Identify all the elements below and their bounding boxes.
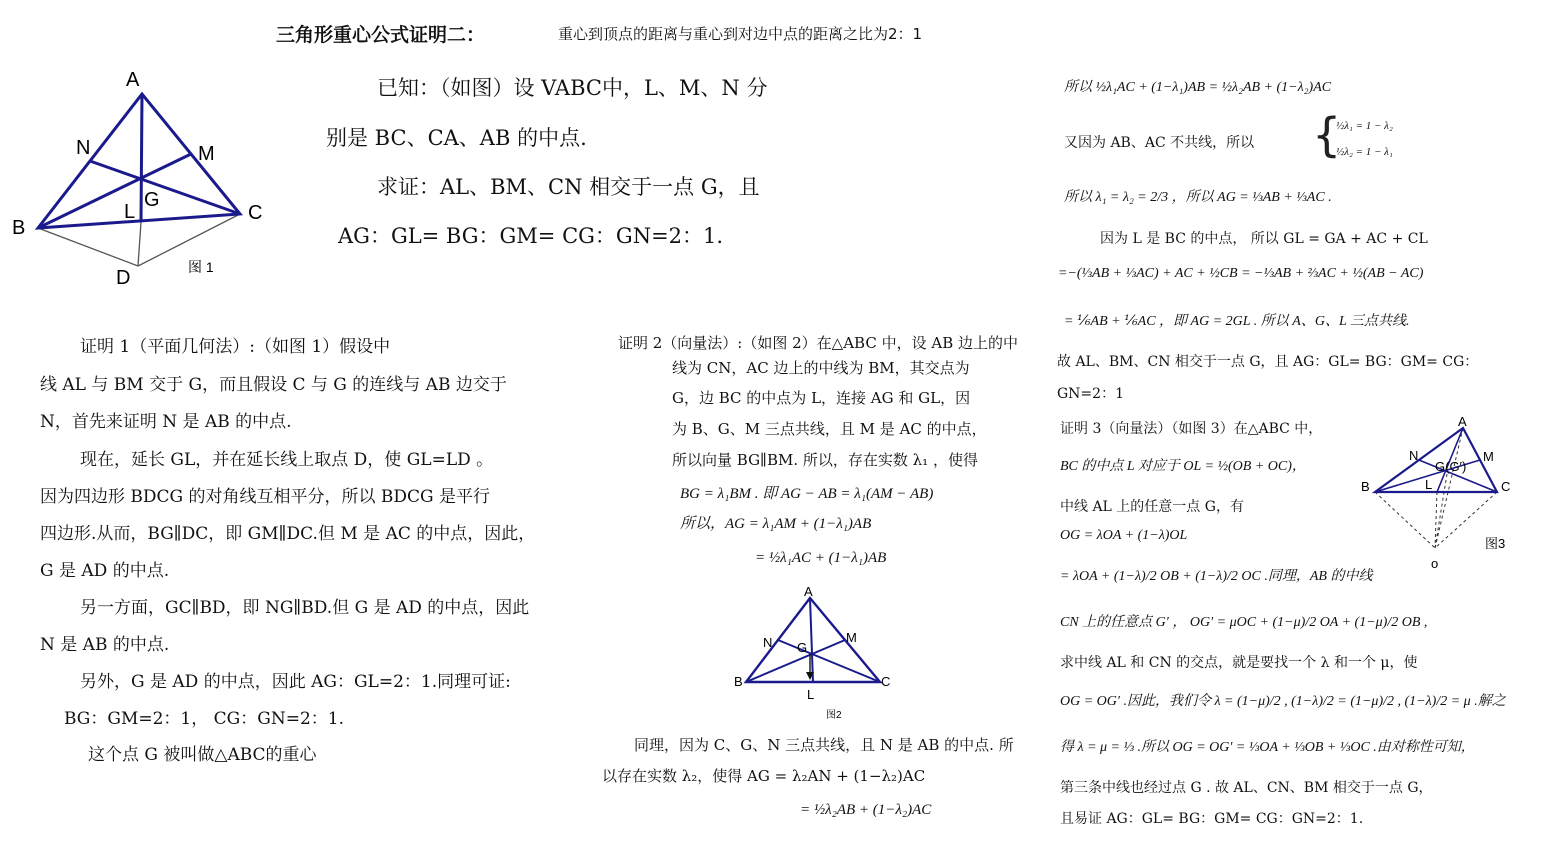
page-title: 三角形重心公式证明二：: [276, 24, 486, 46]
fig1-caption: 图 1: [188, 259, 214, 275]
fig2-label-l: L: [807, 687, 815, 702]
given-line-2: 别是 BC、CA、AB 的中点.: [326, 126, 587, 150]
page-subtitle: 重心到顶点的距离与重心到对边中点的距离之比为2：1: [558, 25, 923, 43]
proof2-cont-system-2: ½λ₂ = 1 − λ₁: [1336, 146, 1393, 158]
fig3-label-a: A: [1458, 414, 1467, 429]
proof1-line-1: 证明 1（平面几何法）:（如图 1）假设中: [80, 337, 391, 357]
figure-3: [1355, 416, 1535, 576]
proof2-cont-line-6: = ⅙AB + ⅙AC ，即 AG = 2GL . 所以 A、G、L 三点共线.: [1064, 314, 1410, 329]
proof2-cont-line-5: =−(⅓AB + ⅓AC) + AC + ½CB = −⅓AB + ⅔AC + ½(AB − AC): [1058, 266, 1424, 281]
proof3-line-8: OG = OG′ .因此，我们令 λ = (1−μ)/2 , (1−λ)/2 = (1−μ)/2 , (1−λ)/2 = μ .解之: [1060, 694, 1506, 709]
given-line-1: 已知：（如图）设 VABC中，L、M、N 分: [377, 76, 768, 100]
fig3-label-c: C: [1501, 479, 1511, 494]
fig3-label-n: N: [1409, 448, 1419, 463]
given-line-3: 求证：AL、BM、CN 相交于一点 G，且: [377, 175, 760, 199]
fig1-label-d: D: [116, 267, 131, 289]
proof3-line-9: 得 λ = μ = ⅓ .所以 OG = OG′ = ⅓OA + ⅓OB + ⅓OC .由对称性可知，: [1060, 740, 1475, 755]
proof2-cont-line-1: 所以 ½λ₁AC + (1−λ₁)AB = ½λ₂AB + (1−λ₂)AC: [1064, 80, 1332, 95]
proof2-line-8: = ½λ₁AC + (1−λ₁)AB: [755, 550, 887, 566]
proof2-line-10: 以存在实数 λ₂，使得 AG = λ₂AN + (1−λ₂)AC: [602, 767, 926, 785]
proof2-cont-line-4: 因为 L 是 BC 的中点， 所以 GL = GA + AC + CL: [1100, 231, 1428, 247]
fig2-label-a: A: [804, 584, 813, 599]
proof3-line-10: 第三条中线也经过点 G . 故 AL、CN、BM 相交于一点 G，: [1060, 780, 1433, 796]
fig3-label-l: L: [1425, 477, 1433, 492]
fig2-label-m: M: [846, 630, 857, 645]
fig2-label-c: C: [881, 674, 891, 689]
fig1-label-b: B: [12, 217, 26, 239]
fig2-label-n: N: [763, 635, 773, 650]
proof2-cont-brace: {: [1312, 108, 1342, 162]
figure-2: [730, 582, 900, 722]
fig3-label-g: G(G′): [1435, 459, 1467, 474]
fig3-label-m: M: [1483, 449, 1494, 464]
proof3-line-7: 求中线 AL 和 CN 的交点，就是要找一个 λ 和一个 μ，使: [1060, 655, 1418, 671]
fig1-median-bm: [38, 154, 191, 228]
proof2-cont-line-3: 所以 λ₁ = λ₂ = 2/3 ，所以 AG = ⅓AB + ⅓AC .: [1064, 190, 1332, 205]
proof2-line-11: = ½λ₂AB + (1−λ₂)AC: [800, 802, 932, 818]
figure-1: [8, 62, 263, 292]
proof1-line-2: 线 AL 与 BM 交于 G，而且假设 C 与 G 的连线与 AB 边交于: [40, 375, 507, 395]
fig2-caption: 图2: [826, 710, 842, 721]
proof2-line-6: BG = λ₁BM . 即 AG − AB = λ₁(AM − AB): [680, 486, 934, 502]
proof3-line-11: 且易证 AG：GL= BG：GM= CG：GN=2：1.: [1060, 811, 1364, 827]
fig1-segment-ld: [138, 222, 141, 266]
proof2-line-3: G，边 BC 的中点为 L，连接 AG 和 GL，因: [672, 389, 971, 407]
proof2-line-1: 证明 2（向量法）:（如图 2）在△ABC 中，设 AB 边上的中: [618, 334, 1018, 352]
proof2-cont-line-8: GN=2：1: [1057, 386, 1124, 402]
proof2-cont-system-1: ½λ₁ = 1 − λ₂: [1336, 120, 1393, 132]
proof1-line-12: 这个点 G 被叫做△ABC的重心: [88, 745, 317, 765]
proof1-line-6: 四边形.从而，BG∥DC，即 GM∥DC.但 M 是 AC 的中点，因此，: [40, 524, 536, 544]
proof2-line-9: 同理，因为 C、G、N 三点共线，且 N 是 AB 的中点. 所: [634, 736, 1014, 754]
proof2-line-5: 所以向量 BG∥BM. 所以，存在实数 λ₁ ，使得: [672, 451, 978, 469]
fig3-label-o: o: [1431, 556, 1439, 571]
fig2-label-g: G: [797, 640, 808, 655]
proof1-line-5: 因为四边形 BDCG 的对角线互相平分，所以 BDCG 是平行: [40, 487, 491, 507]
fig1-label-g: G: [144, 189, 160, 211]
proof1-line-7: G 是 AD 的中点.: [40, 561, 170, 581]
proof3-line-4: OG = λOA + (1−λ)OL: [1060, 528, 1188, 543]
proof3-line-3: 中线 AL 上的任意一点 G，有: [1060, 499, 1244, 515]
fig1-label-n: N: [76, 137, 91, 159]
proof1-line-9: N 是 AB 的中点.: [40, 635, 170, 655]
proof3-line-2: BC 的中点 L 对应于 OL = ½(OB + OC)，: [1060, 459, 1306, 474]
proof1-line-4: 现在，延长 GL，并在延长线上取点 D，使 GL=LD 。: [80, 450, 494, 470]
fig1-label-c: C: [248, 202, 263, 224]
fig3-caption: 图3: [1485, 536, 1506, 551]
proof2-line-2: 线为 CN，AC 边上的中线为 BM，其交点为: [672, 359, 970, 377]
fig1-side-bd: [38, 228, 138, 266]
fig3-edge-ob: [1375, 492, 1435, 548]
proof3-line-5: = λOA + (1−λ)/2 OB + (1−λ)/2 OC .同理，AB 的中线: [1060, 569, 1373, 584]
proof1-line-11: BG：GM=2：1， CG：GN=2：1.: [64, 709, 344, 729]
proof3-line-1: 证明 3（向量法）（如图 3）在△ABC 中，: [1060, 421, 1323, 437]
fig1-label-a: A: [126, 69, 140, 91]
proof1-line-10: 另外，G 是 AD 的中点，因此 AG：GL=2：1.同理可证:: [80, 672, 511, 692]
proof2-cont-line-2: 又因为 AB、AC 不共线，所以: [1064, 135, 1255, 151]
proof2-line-4: 为 B、G、M 三点共线，且 M 是 AC 的中点，: [672, 420, 987, 438]
given-line-4: AG：GL= BG：GM= CG：GN=2：1.: [338, 224, 724, 248]
proof3-line-6: CN 上的任意点 G′ ， OG′ = μOC + (1−μ)/2 OA + (1−μ)/2 OB ,: [1060, 615, 1428, 630]
fig2-label-b: B: [734, 674, 743, 689]
proof1-line-3: N，首先来证明 N 是 AB 的中点.: [40, 412, 292, 432]
figure-1-lines: [38, 94, 240, 266]
proof2-cont-line-7: 故 AL、BM、CN 相交于一点 G，且 AG：GL= BG：GM= CG：: [1057, 354, 1479, 370]
proof1-line-8: 另一方面，GC∥BD，即 NG∥BD.但 G 是 AD 的中点，因此: [80, 598, 530, 618]
fig1-label-m: M: [198, 143, 215, 165]
fig1-label-l: L: [124, 201, 136, 223]
fig3-label-b: B: [1361, 479, 1370, 494]
proof2-line-7: 所以，AG = λ₁AM + (1−λ₁)AB: [680, 516, 872, 532]
fig1-median-al: [141, 94, 142, 222]
